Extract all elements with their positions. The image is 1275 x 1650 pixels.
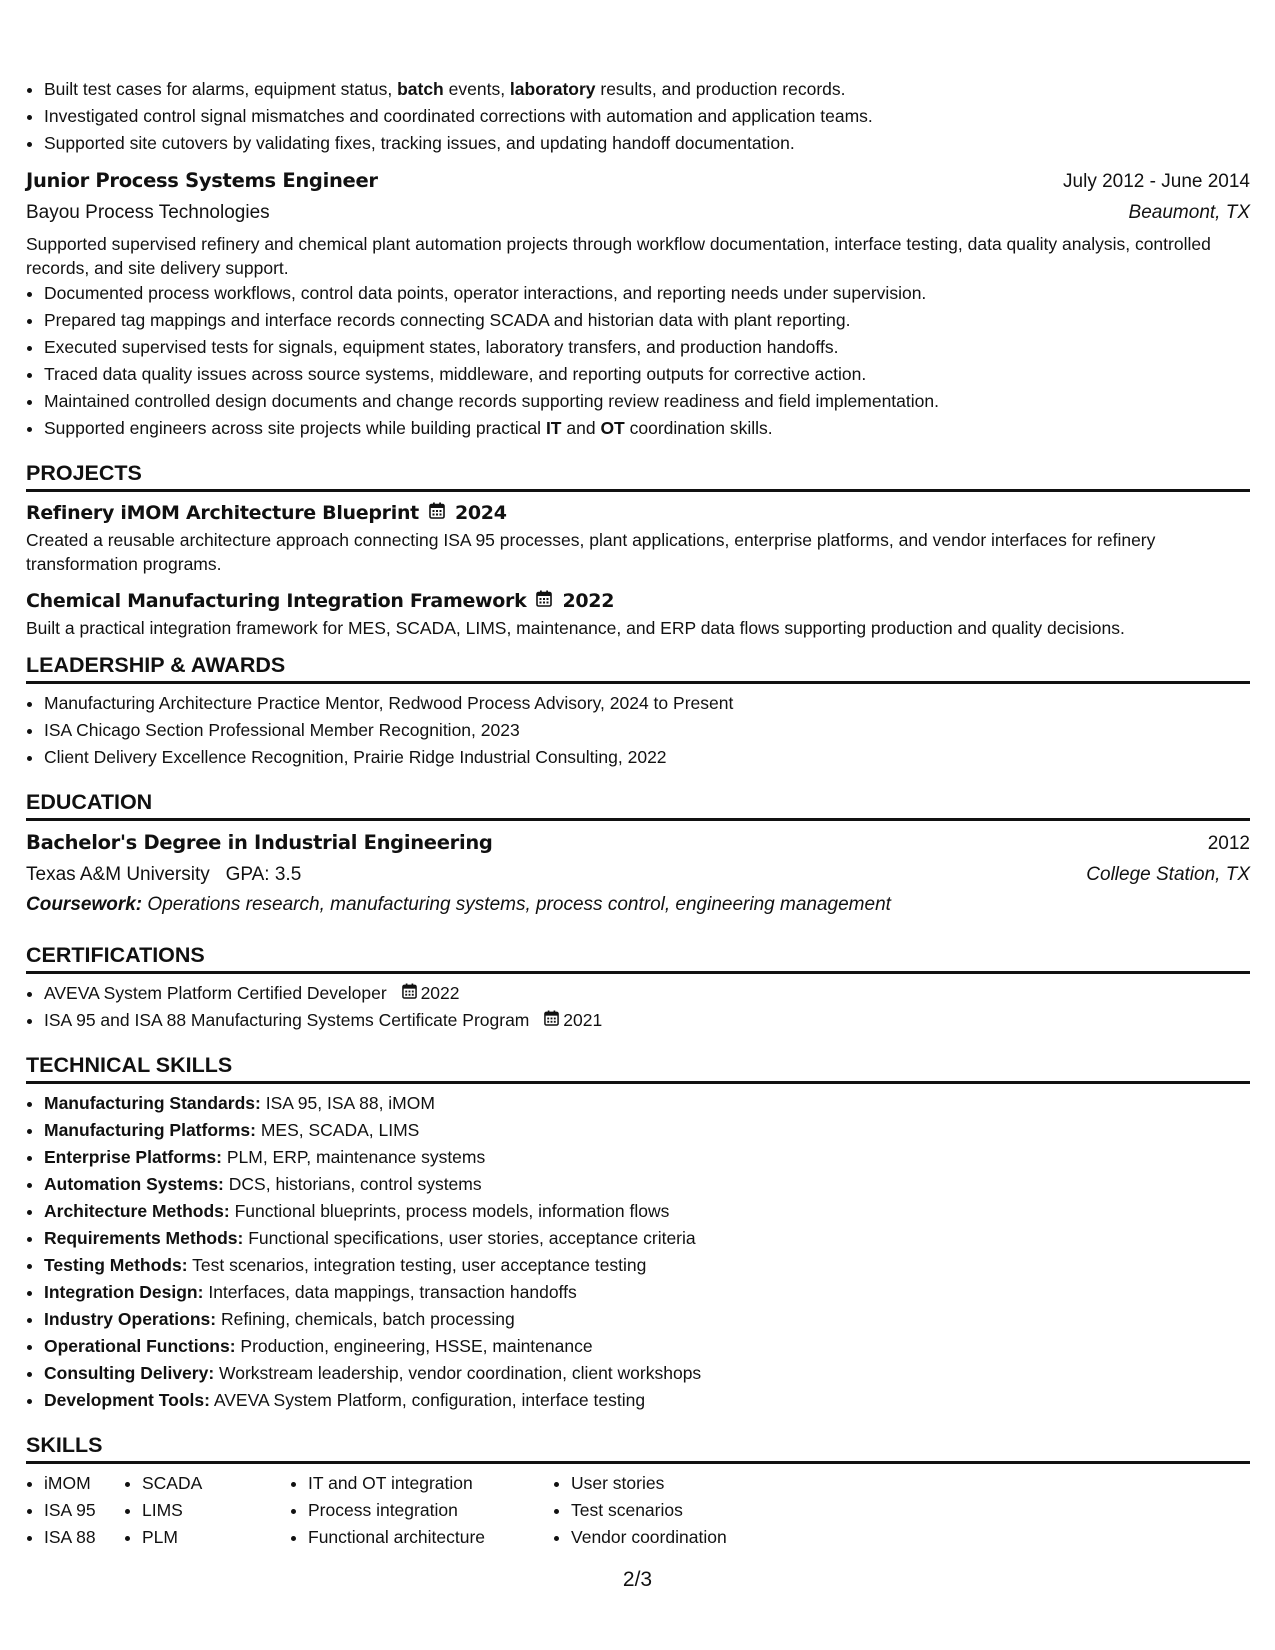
- job-bullets: [26, 280, 1250, 442]
- school: Texas A&M University: [26, 864, 210, 885]
- job-location: Beaumont, TX: [1128, 202, 1250, 223]
- job-summary: Supported supervised refinery and chemical plant automation projects through workflow documentation, interface testing, data quality analysis, controlled records, and site delivery support.: [26, 234, 1211, 278]
- list-item: • Manufacturing Standards: ISA 95, ISA 88, iMOM: [44, 1090, 1250, 1117]
- projects-section: [26, 458, 1250, 640]
- section-title: SKILLS: [26, 1430, 1250, 1464]
- section-title: TECHNICAL SKILLS: [26, 1050, 1250, 1084]
- list-item: • Manufacturing Architecture Practice Mentor, Redwood Process Advisory, 2024 to Present: [44, 690, 1250, 717]
- list-item: • Enterprise Platforms: PLM, ERP, maintenance systems: [44, 1144, 1250, 1171]
- coursework: Coursework: Operations research, manufacturing systems, process control, engineering management: [26, 894, 891, 915]
- list-item: [44, 980, 1250, 1007]
- school-location: College Station, TX: [1086, 864, 1250, 885]
- skills-section: [26, 1430, 1250, 1551]
- list-item: • Operational Functions: Production, engineering, HSSE, maintenance: [44, 1333, 1250, 1360]
- list-item: • ISA 88: [44, 1524, 124, 1551]
- list-item: • Test scenarios: [571, 1497, 811, 1524]
- resume-page: [26, 76, 1250, 1551]
- calendar-icon: [544, 1007, 559, 1034]
- list-item: [44, 1007, 1250, 1034]
- project-name: Refinery iMOM Architecture Blueprint: [26, 502, 419, 524]
- list-item: • Process integration: [308, 1497, 553, 1524]
- list-item: • Maintained controlled design documents and change records supporting review readiness and field implementation.: [44, 388, 1250, 415]
- list-item: • SCADA: [142, 1470, 290, 1497]
- list-item: • Development Tools: AVEVA System Platform, configuration, interface testing: [44, 1387, 1250, 1414]
- list-item: • Integration Design: Interfaces, data mappings, transaction handoffs: [44, 1279, 1250, 1306]
- list-item: • ISA 95: [44, 1497, 124, 1524]
- list-item: • iMOM: [44, 1470, 124, 1497]
- gpa: GPA: 3.5: [225, 864, 302, 885]
- list-item: • Executed supervised tests for signals, equipment states, laboratory transfers, and production handoffs.: [44, 334, 1250, 361]
- list-item: • Documented process workflows, control data points, operator interactions, and reporting needs under supervision.: [44, 280, 1250, 307]
- job-dates: July 2012 - June 2014: [1063, 171, 1250, 192]
- job-entry: [26, 165, 1250, 442]
- list-item: • Architecture Methods: Functional blueprints, process models, information flows: [44, 1198, 1250, 1225]
- cert-year: 2022: [420, 983, 460, 1003]
- list-item: • LIMS: [142, 1497, 290, 1524]
- list-item: • Built test cases for alarms, equipment status, batch events, laboratory results, and production records.: [44, 76, 1250, 103]
- list-item: • Automation Systems: DCS, historians, control systems: [44, 1171, 1250, 1198]
- section-title: PROJECTS: [26, 458, 1250, 492]
- list-item: • PLM: [142, 1524, 290, 1551]
- list-item: • Vendor coordination: [571, 1524, 811, 1551]
- calendar-icon: [429, 498, 445, 528]
- technical-skills-list: [26, 1090, 1250, 1414]
- degree: Bachelor's Degree in Industrial Engineering: [26, 831, 493, 854]
- list-item: • Prepared tag mappings and interface records connecting SCADA and historian data with plant reporting.: [44, 307, 1250, 334]
- list-item: • Manufacturing Platforms: MES, SCADA, LIMS: [44, 1117, 1250, 1144]
- list-item: • Supported site cutovers by validating fixes, tracking issues, and updating handoff documentation.: [44, 130, 1250, 157]
- project-name: Chemical Manufacturing Integration Framework: [26, 590, 527, 612]
- leadership-section: [26, 650, 1250, 771]
- project-year: 2022: [562, 590, 615, 612]
- project-description: Created a reusable architecture approach connecting ISA 95 processes, plant applications, enterprise platforms, and vendor interfaces for refinery transformation programs.: [26, 530, 1156, 574]
- certifications-section: [26, 940, 1250, 1034]
- list-item: • Requirements Methods: Functional specifications, user stories, acceptance criteria: [44, 1225, 1250, 1252]
- page-number: 2/3: [622, 1568, 653, 1591]
- list-item: • User stories: [571, 1470, 811, 1497]
- list-item: • Traced data quality issues across source systems, middleware, and reporting outputs for corrective action.: [44, 361, 1250, 388]
- list-item: • Industry Operations: Refining, chemicals, batch processing: [44, 1306, 1250, 1333]
- job-title: Junior Process Systems Engineer: [26, 169, 378, 192]
- project-year: 2024: [454, 502, 507, 524]
- cert-name: ISA 95 and ISA 88 Manufacturing Systems Certificate Program: [44, 1010, 530, 1030]
- calendar-icon: [536, 586, 552, 616]
- list-item: • Investigated control signal mismatches and coordinated corrections with automation and application teams.: [44, 103, 1250, 130]
- project-item: [26, 498, 1250, 576]
- calendar-icon: [402, 980, 417, 1007]
- previous-job-bullets: [26, 76, 1250, 157]
- job-company: Bayou Process Technologies: [26, 202, 270, 223]
- list-item: • Consulting Delivery: Workstream leadership, vendor coordination, client workshops: [44, 1360, 1250, 1387]
- project-item: [26, 586, 1250, 640]
- cert-name: AVEVA System Platform Certified Developer: [44, 983, 387, 1003]
- section-title: CERTIFICATIONS: [26, 940, 1250, 974]
- technical-skills-section: [26, 1050, 1250, 1414]
- list-item: • Supported engineers across site projects while building practical IT and OT coordination skills.: [44, 415, 1250, 442]
- cert-year: 2021: [563, 1010, 603, 1030]
- list-item: • ISA Chicago Section Professional Member Recognition, 2023: [44, 717, 1250, 744]
- list-item: • Testing Methods: Test scenarios, integration testing, user acceptance testing: [44, 1252, 1250, 1279]
- education-section: [26, 787, 1250, 920]
- section-title: EDUCATION: [26, 787, 1250, 821]
- section-title: LEADERSHIP & AWARDS: [26, 650, 1250, 684]
- list-item: • Client Delivery Excellence Recognition, Prairie Ridge Industrial Consulting, 2022: [44, 744, 1250, 771]
- project-description: Built a practical integration framework for MES, SCADA, LIMS, maintenance, and ERP data flows supporting production and quality decisions.: [26, 618, 1125, 638]
- graduation-year: 2012: [1207, 833, 1250, 854]
- list-item: • Functional architecture: [308, 1524, 553, 1551]
- list-item: • IT and OT integration: [308, 1470, 553, 1497]
